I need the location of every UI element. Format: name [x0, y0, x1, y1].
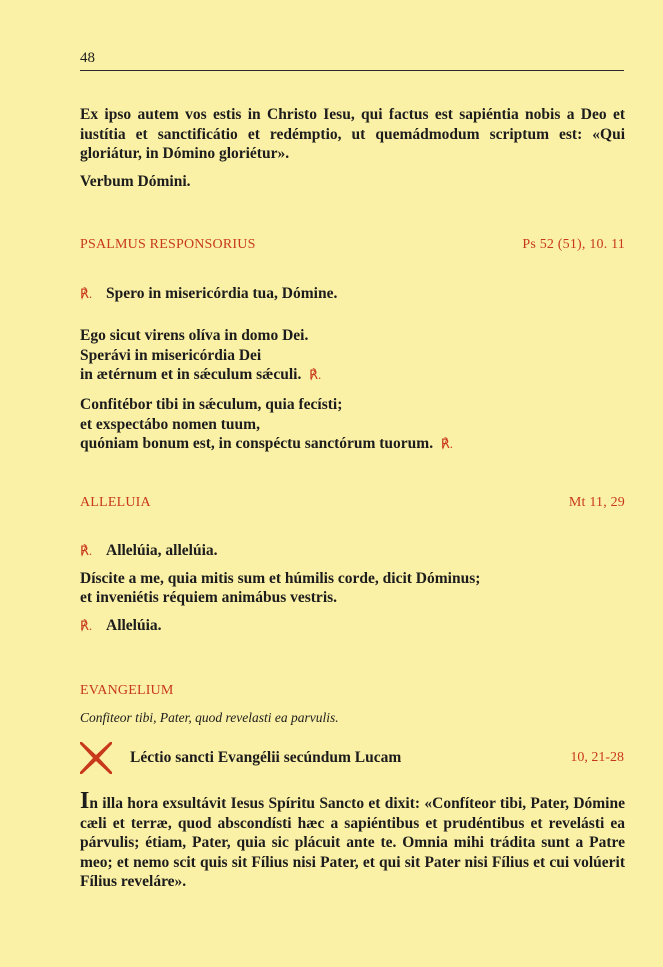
alleluia-heading-title: ALLELUIA — [80, 495, 151, 510]
psalm-heading — [80, 237, 625, 253]
stanza-line: Ego sicut virens olíva in domo Dei. — [80, 327, 309, 344]
alleluia-closing: Allelúia. — [106, 616, 162, 634]
header-rule — [80, 70, 624, 71]
gospel-reference: 10, 21-28 — [570, 750, 624, 765]
response-symbol: ℟. — [440, 436, 454, 451]
verse-line: et inveniétis réquiem animábus vestris. — [80, 589, 338, 606]
gospel-summary: Confiteor tibi, Pater, quod revelasti ea parvulis. — [80, 710, 339, 725]
stanza-line: Confitébor tibi in sǽculum, quia fecísti; — [80, 396, 343, 413]
psalm-stanza-1 — [80, 326, 625, 385]
response-symbol: ℟. — [80, 543, 93, 558]
gospel-text-block — [80, 788, 625, 892]
stanza-line-text: quóniam bonum est, in conspéctu sanctórum tuorum. — [80, 435, 434, 452]
maltese-cross-icon — [80, 742, 112, 774]
epistle-text: Ex ipso autem vos estis in Christo Iesu, qui factus est sapiéntia nobis a Deo et iustítia et sanctificátio et redémptio, ut quemádmodum scriptum est: «Qui gloriátur, in Dómino gloriétur». — [80, 106, 625, 162]
psalm-response: Spero in misericórdia tua, Dómine. — [106, 285, 338, 302]
epistle-text-block — [80, 105, 625, 191]
response-symbol: ℟. — [80, 286, 93, 301]
gospel-text-paragraph — [80, 788, 625, 892]
stanza-line: Sperávi in misericórdia Dei — [80, 346, 262, 364]
psalm-response-line — [80, 284, 625, 304]
alleluia-closing-line — [80, 616, 625, 636]
alleluia-verse — [80, 569, 625, 608]
alleluia-response: Allelúia, allelúia. — [106, 542, 218, 559]
stanza-line — [80, 365, 625, 385]
verse-line: Díscite a me, quia mitis sum et húmilis corde, dicit Dóminus; — [80, 569, 481, 587]
gospel-text: n illa hora exsultávit Iesus Spíritu Sancto et dixit: «Confíteor tibi, Pater, Dómine cæli et terræ, quod abscondísti hæc a sapiéntibus et prudéntibus et revelásti ea párvulis; étiam, Pater, quia sic plácuit ante te. Omnia mihi trádita sunt a Patre meo; et nemo scit quis sit Fílius nisi Pater, et qui sit Pater nisi Fílius et cui volúerit Fílius reveláre». — [80, 795, 625, 890]
response-symbol: ℟. — [309, 367, 322, 382]
alleluia-response-line — [80, 541, 625, 561]
page-number: 48 — [80, 50, 95, 66]
psalm-stanza-2 — [80, 395, 625, 454]
stanza-line: et exspectábo nomen tuum, — [80, 415, 260, 433]
alleluia-block — [80, 541, 625, 635]
response-symbol: ℟. — [80, 617, 93, 633]
alleluia-reference: Mt 11, 29 — [568, 495, 625, 510]
stanza-line-text: in ætérnum et in sǽculum sǽculi. — [80, 366, 302, 383]
alleluia-heading — [80, 495, 625, 511]
gospel-heading-title: EVANGELIUM — [80, 683, 174, 698]
psalm-heading-title: PSALMUS RESPONSORIUS — [80, 237, 256, 252]
gospel-heading — [80, 683, 625, 699]
epistle-closing: Verbum Dómini. — [80, 172, 191, 190]
drop-initial: I — [80, 788, 90, 814]
psalm-response-block — [80, 284, 625, 304]
stanza-line — [80, 434, 625, 454]
gospel-lectio: Léctio sancti Evangélii secúndum Lucam — [130, 749, 402, 766]
psalm-reference: Ps 52 (51), 10. 11 — [522, 237, 625, 252]
gospel-lectio-line — [130, 748, 624, 768]
